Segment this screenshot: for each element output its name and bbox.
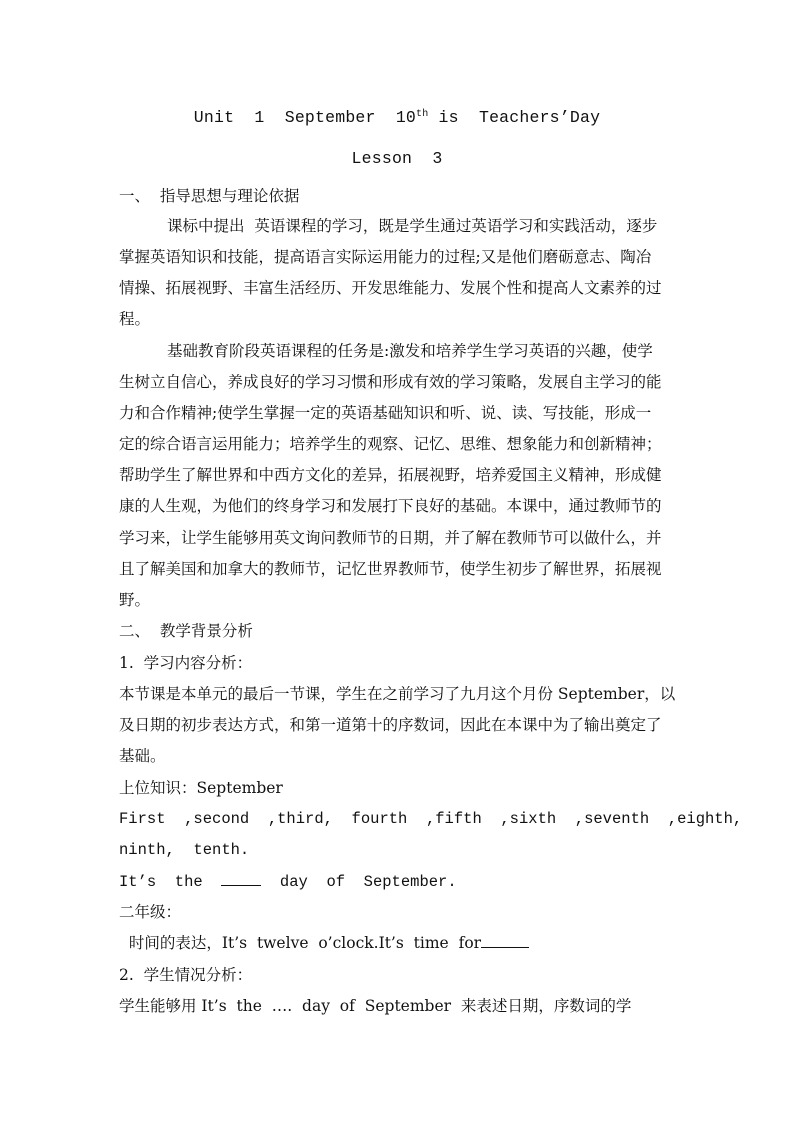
para2-line: 野。 (119, 591, 151, 609)
lesson-subtitle: Lesson 3 (351, 149, 443, 168)
para2-line: 帮助学生了解世界和中西方文化的差异，拓展视野，培养爱国主义精神，形成健 (119, 466, 662, 484)
ordinals-line: First ,second ,third, fourth ,fifth ,sixth ,seventh ,eighth, (119, 810, 743, 828)
para2-line: 定的综合语言运用能力；培养学生的观察、记忆、思维、想象能力和创新精神； (119, 435, 662, 453)
prior-knowledge: 上位知识：September (119, 779, 283, 797)
document-title (0, 108, 794, 128)
fill-sentence: It’s the day of September. (119, 873, 457, 891)
content-line: 及日期的初步表达方式，和第一道第十的序数词，因此在本课中为了输出奠定了 (119, 716, 662, 734)
subsection-learning-content: 1. 学习内容分析： (119, 654, 253, 672)
para2-line: 基础教育阶段英语课程的任务是:激发和培养学生学习英语的兴趣，使学 (167, 342, 653, 360)
para1-line: 课标中提出 英语课程的学习，既是学生通过英语学习和实践活动，逐步 (167, 217, 658, 235)
section-1-heading: 一、 指导思想与理论依据 (119, 187, 300, 205)
title-text-end: is Teachers’Day (428, 108, 601, 127)
content-line: 基础。 (119, 747, 166, 765)
content-line: 本节课是本单元的最后一节课，学生在之前学习了九月这个月份 September，以 (119, 685, 676, 703)
para1-line: 掌握英语知识和技能，提高语言实际运用能力的过程;又是他们磨砺意志、陶冶 (119, 248, 652, 266)
student-analysis-line: 学生能够用 It’s the …. day of September 来表述日期，序数词的学 (119, 997, 632, 1015)
time-expression-line: 时间的表达，It’s twelve o’clock.It’s time for (119, 933, 679, 953)
title-superscript: th (416, 109, 429, 120)
para2-line: 生树立自信心，养成良好的学习习惯和形成有效的学习策略，发展自主学习的能 (119, 373, 662, 391)
para2-line: 且了解美国和加拿大的教师节，记忆世界教师节，使学生初步了解世界，拓展视 (119, 560, 662, 578)
grade-two-label: 二年级： (119, 903, 182, 921)
section-2-heading: 二、 教学背景分析 (119, 622, 253, 640)
para2-line: 力和合作精神;使学生掌握一定的英语基础知识和听、说、读、写技能，形成一 (119, 404, 652, 422)
title-text: Unit 1 September 10 (193, 108, 417, 127)
para1-line: 情操、拓展视野、丰富生活经历、开发思维能力、发展个性和提高人文素养的过 (119, 279, 662, 297)
para1-line: 程。 (119, 310, 151, 328)
para2-line: 学习来，让学生能够用英文询问教师节的日期，并了解在教师节可以做什么，并 (119, 529, 662, 547)
subsection-student-analysis: 2. 学生情况分析： (119, 966, 253, 984)
para2-line: 康的人生观，为他们的终身学习和发展打下良好的基础。本课中，通过教师节的 (119, 497, 662, 515)
ordinals-line: ninth, tenth. (119, 841, 250, 859)
answer-blank (221, 871, 261, 886)
answer-blank (481, 933, 529, 948)
